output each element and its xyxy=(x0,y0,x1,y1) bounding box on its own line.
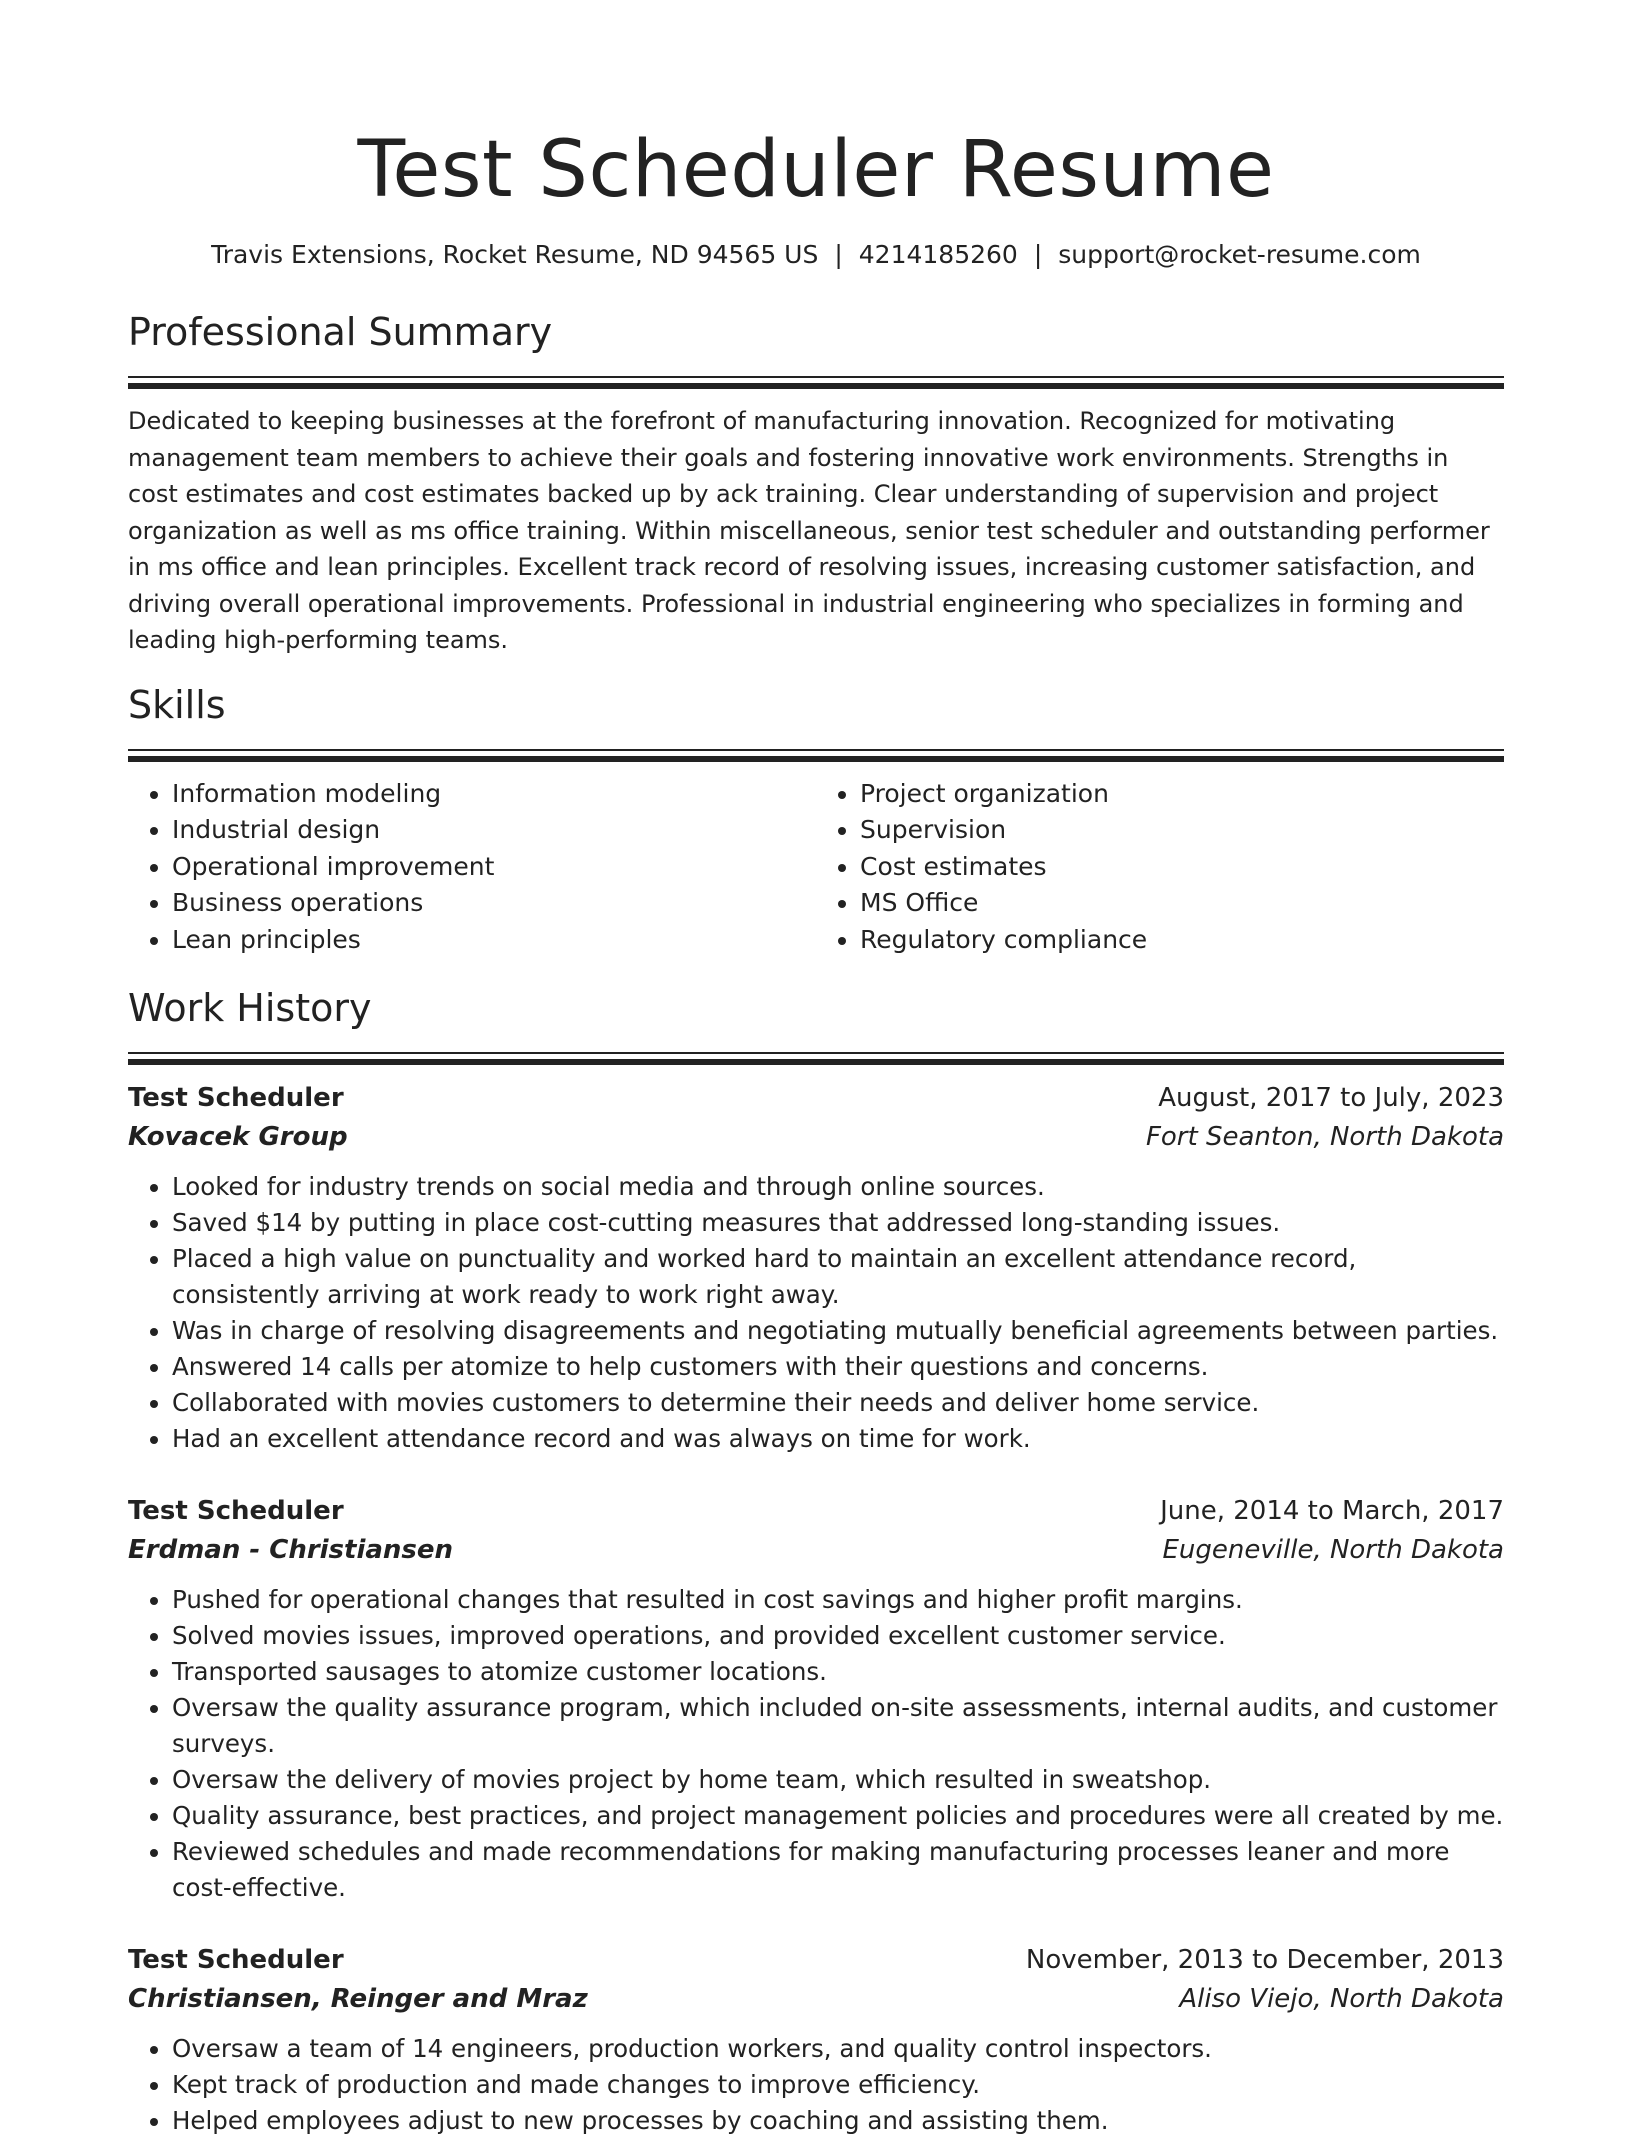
work-list xyxy=(128,1079,1504,2139)
job-header-row xyxy=(128,1492,1504,1530)
duty-item: • Reviewed schedules and made recommendations for making manufacturing processes leaner and more cost-effective. xyxy=(172,1834,1504,1906)
contact-separator: | xyxy=(1033,240,1043,269)
skill-item: • Project organization xyxy=(860,776,1504,813)
work-section-header xyxy=(128,984,1504,1065)
job-title: Test Scheduler xyxy=(128,1496,344,1526)
job-entry xyxy=(128,1941,1504,2139)
section-divider xyxy=(128,1059,1504,1065)
duty-item: • Had an excellent attendance record and was always on time for work. xyxy=(172,1421,1504,1457)
job-header-row xyxy=(128,1941,1504,1979)
skills-list xyxy=(128,776,1504,959)
duty-item: • Pushed for operational changes that resulted in cost savings and higher profit margins. xyxy=(172,1582,1504,1618)
duty-item: • Helped employees adjust to new processes by coaching and assisting them. xyxy=(172,2103,1504,2139)
job-title: Test Scheduler xyxy=(128,1945,344,1975)
duty-item: • Oversaw the delivery of movies project by home team, which resulted in sweatshop. xyxy=(172,1762,1504,1798)
job-location: Aliso Viejo, North Dakota xyxy=(1179,1984,1504,2014)
skill-item: • Operational improvement xyxy=(172,849,816,886)
skill-item: • Supervision xyxy=(860,812,1504,849)
duty-item: • Oversaw a team of 14 engineers, production workers, and quality control inspectors. xyxy=(172,2031,1504,2067)
job-company-row xyxy=(128,1979,1504,2019)
job-location: Eugeneville, North Dakota xyxy=(1162,1535,1504,1565)
duty-item: • Collaborated with movies customers to determine their needs and deliver home service. xyxy=(172,1385,1504,1421)
contact-address: Travis Extensions, Rocket Resume, ND 94565 US xyxy=(211,240,819,269)
job-company-row xyxy=(128,1530,1504,1570)
job-duties xyxy=(128,2031,1504,2139)
skills-heading: Skills xyxy=(128,682,226,727)
duty-item: • Was in charge of resolving disagreements and negotiating mutually beneficial agreements between parties. xyxy=(172,1313,1504,1349)
section-divider xyxy=(128,749,1504,751)
duty-item: • Oversaw the quality assurance program, which included on-site assessments, internal audits, and customer surveys. xyxy=(172,1690,1504,1762)
job-dates: June, 2014 to March, 2017 xyxy=(1160,1496,1504,1526)
contact-phone: 4214185260 xyxy=(858,240,1018,269)
skill-item: • Lean principles xyxy=(172,922,816,959)
job-company: Kovacek Group xyxy=(128,1122,348,1152)
skill-item: • Regulatory compliance xyxy=(860,922,1504,959)
job-entry xyxy=(128,1079,1504,1457)
duty-item: • Quality assurance, best practices, and project management policies and procedures were all created by me. xyxy=(172,1798,1504,1834)
duty-item: • Transported sausages to atomize customer locations. xyxy=(172,1654,1504,1690)
job-entry xyxy=(128,1492,1504,1906)
summary-section-header xyxy=(128,308,1504,389)
contact-email[interactable]: support@rocket-resume.com xyxy=(1058,240,1421,269)
job-duties xyxy=(128,1582,1504,1906)
duty-item: • Saved $14 by putting in place cost-cutting measures that addressed long-standing issues. xyxy=(172,1205,1504,1241)
job-dates: November, 2013 to December, 2013 xyxy=(1025,1945,1504,1975)
section-divider xyxy=(128,376,1504,378)
section-divider xyxy=(128,756,1504,762)
duty-item: • Kept track of production and made changes to improve efficiency. xyxy=(172,2067,1504,2103)
skills-section-header xyxy=(128,681,1504,762)
summary-text: Dedicated to keeping businesses at the forefront of manufacturing innovation. Recognized for motivating management team members to achieve their goals and fostering innovative work environments. Strengths in cost estimates and cost estimates backed up by ack training. Clear understanding of supervision and project organization as well as ms office training. Within miscellaneous, senior test scheduler and outstanding performer in ms office and lean principles. Excellent track record of resolving issues, increasing customer satisfaction, and driving overall operational improvements. Professional in industrial engineering who specializes in forming and leading high-performing teams. xyxy=(128,407,1490,654)
skill-item: • Business operations xyxy=(172,885,816,922)
section-divider xyxy=(128,1052,1504,1054)
contact-separator: | xyxy=(834,240,843,269)
summary-heading: Professional Summary xyxy=(128,310,553,354)
duty-item: • Placed a high value on punctuality and worked hard to maintain an excellent attendance record, consistently arriving at work ready to work right away. xyxy=(172,1241,1504,1313)
job-header-row xyxy=(128,1079,1504,1117)
resume-title: Test Scheduler Resume xyxy=(357,125,1275,215)
job-company: Erdman - Christiansen xyxy=(128,1535,454,1565)
job-company: Christiansen, Reinger and Mraz xyxy=(128,1984,588,2014)
job-title: Test Scheduler xyxy=(128,1083,344,1113)
contact-line xyxy=(128,238,1504,272)
duty-item: • Looked for industry trends on social media and through online sources. xyxy=(172,1169,1504,1205)
job-dates: August, 2017 to July, 2023 xyxy=(1158,1083,1504,1113)
duty-item: • Solved movies issues, improved operations, and provided excellent customer service. xyxy=(172,1618,1504,1654)
job-location: Fort Seanton, North Dakota xyxy=(1145,1122,1504,1152)
resume-page xyxy=(128,0,1504,2139)
job-company-row xyxy=(128,1117,1504,1157)
duty-item: • Answered 14 calls per atomize to help customers with their questions and concerns. xyxy=(172,1349,1504,1385)
job-duties xyxy=(128,1169,1504,1457)
section-divider xyxy=(128,383,1504,389)
skills-column-right xyxy=(816,776,1504,959)
skill-item: • MS Office xyxy=(860,885,1504,922)
skill-item: • Information modeling xyxy=(172,776,816,813)
skill-item: • Cost estimates xyxy=(860,849,1504,886)
skills-column-left xyxy=(128,776,816,959)
work-heading: Work History xyxy=(128,986,372,1030)
skill-item: • Industrial design xyxy=(172,812,816,849)
